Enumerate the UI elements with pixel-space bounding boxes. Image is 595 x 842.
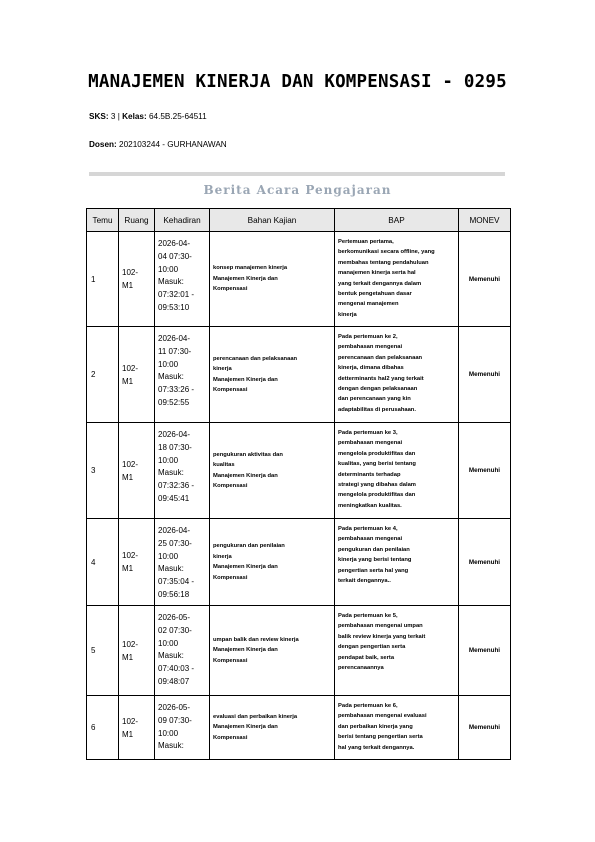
ruang-cell bbox=[119, 232, 155, 327]
bap-line: pembahasan mengenai bbox=[338, 344, 403, 351]
kehadiran-line: Masuk: bbox=[158, 651, 184, 661]
bahan-kajian-line: perencanaan dan pelaksanaan bbox=[213, 355, 298, 362]
kehadiran-cell bbox=[155, 519, 210, 606]
bap-line: manajemen kinerja serta hal bbox=[338, 270, 416, 277]
kehadiran-cell bbox=[155, 696, 210, 760]
bap-line: yang terkait dengannya dalam bbox=[338, 280, 422, 287]
bap-line: determinants terhadap bbox=[338, 471, 401, 478]
bahan-kajian-line: Manajemen Kinerja dan bbox=[213, 647, 278, 654]
bap-line: pengertian serta hal yang bbox=[338, 567, 409, 574]
monev-cell: Memenuhi bbox=[459, 232, 511, 327]
bap-line: hal yang terkait dengannya. bbox=[338, 744, 415, 751]
kehadiran-line: 10:00 bbox=[158, 551, 179, 561]
bap-cell bbox=[335, 606, 459, 696]
monev-cell: Memenuhi bbox=[459, 696, 511, 760]
temu-cell: 6 bbox=[87, 696, 119, 760]
kehadiran-line: Masuk: bbox=[158, 741, 184, 751]
kehadiran-line: 10:00 bbox=[158, 638, 179, 648]
bahan-kajian-line: Kompensasi bbox=[213, 574, 248, 581]
bahan-kajian-line: Kompensasi bbox=[213, 483, 248, 489]
kehadiran-line: Masuk: bbox=[158, 564, 184, 574]
ruang-line: M1 bbox=[122, 376, 134, 386]
monev-cell: Memenuhi bbox=[459, 423, 511, 519]
header-kehadiran: Kehadiran bbox=[155, 209, 210, 232]
divider bbox=[89, 172, 505, 176]
bap-line: dengan dengan pelaksanaan bbox=[338, 386, 418, 393]
dosen-label: Dosen: bbox=[89, 140, 117, 149]
temu-cell: 1 bbox=[87, 232, 119, 327]
bap-cell bbox=[335, 519, 459, 606]
bap-line: pendapat baik, serta bbox=[338, 654, 395, 661]
ruang-cell bbox=[119, 696, 155, 760]
ruang-line: M1 bbox=[122, 472, 134, 482]
header-bap: BAP bbox=[335, 209, 459, 232]
ruang-line: M1 bbox=[122, 729, 134, 739]
bahan-kajian-line: evaluasi dan perbaikan kinerja bbox=[213, 713, 298, 720]
kehadiran-line: 11 07:30- bbox=[158, 346, 192, 356]
bap-line: meningkatkan kualitas. bbox=[338, 502, 402, 509]
bahan-kajian-line: Kompensasi bbox=[213, 657, 248, 664]
bap-line: Pada pertemuan ke 4, bbox=[338, 526, 398, 532]
sks-value: 3 bbox=[110, 112, 116, 121]
bahan-kajian-cell bbox=[210, 519, 335, 606]
bap-line: pembahasan mengenai bbox=[338, 440, 403, 447]
kehadiran-line: Masuk: bbox=[158, 468, 184, 478]
bahan-kajian-cell bbox=[210, 327, 335, 423]
bap-line: dengan pengertian serta bbox=[338, 644, 406, 651]
bap-line: mengelola produktifitas dan bbox=[338, 450, 416, 457]
kehadiran-cell bbox=[155, 232, 210, 327]
ruang-cell bbox=[119, 423, 155, 519]
kehadiran-cell bbox=[155, 606, 210, 696]
bap-cell bbox=[335, 327, 459, 423]
bap-line: Pada pertemuan ke 5, bbox=[338, 613, 398, 619]
bap-line: Pada pertemuan ke 3, bbox=[338, 430, 398, 436]
table-row bbox=[87, 423, 511, 519]
bap-line: pembahasan mengenai evaluasi bbox=[338, 713, 427, 720]
teaching-record-table bbox=[86, 208, 511, 760]
bahan-kajian-line: Kompensasi bbox=[213, 286, 248, 293]
bap-line: dan perbaikan kinerja yang bbox=[338, 723, 413, 730]
kehadiran-line: 02 07:30- bbox=[158, 625, 192, 635]
ruang-line: M1 bbox=[122, 281, 134, 290]
bap-line: perencanaan dan pelaksanaan bbox=[338, 354, 423, 361]
monev-cell: Memenuhi bbox=[459, 327, 511, 423]
bahan-kajian-line: konsep manajemen kinerja bbox=[213, 265, 288, 272]
bap-line: bentuk pengetahuan dasar bbox=[338, 291, 412, 298]
bahan-kajian-line: kualitas bbox=[213, 462, 235, 468]
kehadiran-line: 2026-04- bbox=[158, 430, 191, 439]
bap-line: detterminants hal2 yang terkait bbox=[338, 375, 424, 382]
table-row bbox=[87, 327, 511, 423]
dosen-value: 202103244 - GURHANAWAN bbox=[119, 140, 227, 149]
bap-line: balik review kinerja yang terkait bbox=[338, 633, 426, 640]
bap-line: Pada pertemuan ke 6, bbox=[338, 703, 398, 709]
bap-line: perencanaannya bbox=[338, 665, 384, 672]
header-monev: MONEV bbox=[459, 209, 511, 232]
bahan-kajian-line: umpan balik dan review kinerja bbox=[213, 636, 299, 643]
kehadiran-line: 07:35:04 - bbox=[158, 577, 195, 587]
kehadiran-line: 10:00 bbox=[158, 455, 179, 465]
bahan-kajian-line: Kompensasi bbox=[213, 734, 248, 741]
bahan-kajian-line: Manajemen Kinerja dan bbox=[213, 472, 278, 479]
ruang-line: 102- bbox=[122, 268, 139, 277]
ruang-line: 102- bbox=[122, 363, 139, 373]
course-title: MANAJEMEN KINERJA DAN KOMPENSASI - 0295 bbox=[88, 72, 507, 92]
ruang-line: M1 bbox=[122, 652, 134, 662]
table-row bbox=[87, 606, 511, 696]
kehadiran-line: 2026-04- bbox=[158, 526, 191, 535]
kehadiran-line: 10:00 bbox=[158, 728, 179, 738]
bap-line: strategi yang dibahas dalam bbox=[338, 482, 416, 489]
kehadiran-line: 2026-04- bbox=[158, 334, 191, 343]
ruang-line: 102- bbox=[122, 551, 139, 560]
table-row bbox=[87, 519, 511, 606]
bap-line: pembahasan mengenai umpan bbox=[338, 623, 423, 630]
ruang-line: M1 bbox=[122, 564, 134, 573]
kehadiran-line: 04 07:30- bbox=[158, 251, 192, 261]
kehadiran-line: 09:53:10 bbox=[158, 302, 190, 312]
ruang-cell bbox=[119, 519, 155, 606]
kehadiran-line: 25 07:30- bbox=[158, 538, 192, 548]
monev-cell: Memenuhi bbox=[459, 519, 511, 606]
meta-separator: | bbox=[117, 112, 120, 121]
table-header-row bbox=[87, 209, 511, 232]
temu-cell: 3 bbox=[87, 423, 119, 519]
bap-line: terkait dengannya.. bbox=[338, 578, 391, 585]
bahan-kajian-line: kinerja bbox=[213, 553, 232, 560]
ruang-line: 102- bbox=[122, 716, 139, 726]
temu-cell: 2 bbox=[87, 327, 119, 423]
kehadiran-line: 09 07:30- bbox=[158, 715, 192, 725]
ruang-cell bbox=[119, 327, 155, 423]
bap-line: mengelola produktifitas dan bbox=[338, 492, 416, 499]
kehadiran-line: 10:00 bbox=[158, 359, 179, 369]
ruang-line: 102- bbox=[122, 459, 139, 469]
bahan-kajian-cell bbox=[210, 696, 335, 760]
header-bahan-kajian: Bahan Kajian bbox=[210, 209, 335, 232]
kehadiran-line: Masuk: bbox=[158, 372, 184, 382]
bap-cell bbox=[335, 696, 459, 760]
bahan-kajian-line: Manajemen Kinerja dan bbox=[213, 724, 278, 731]
bahan-kajian-line: pengukuran dan penilaian bbox=[213, 543, 285, 549]
kelas-value: 64.5B.25-64511 bbox=[148, 112, 207, 121]
bahan-kajian-cell bbox=[210, 606, 335, 696]
temu-cell: 4 bbox=[87, 519, 119, 606]
bahan-kajian-cell bbox=[210, 232, 335, 327]
ruang-cell bbox=[119, 606, 155, 696]
bap-line: Pada pertemuan ke 2, bbox=[338, 334, 398, 340]
bap-line: kinerja bbox=[338, 311, 357, 318]
bap-line: Pertemuan pertama, bbox=[338, 239, 394, 245]
kehadiran-line: 07:32:36 - bbox=[158, 481, 195, 491]
ruang-line: 102- bbox=[122, 639, 139, 649]
kelas-label: Kelas: bbox=[122, 112, 147, 121]
bahan-kajian-line: Manajemen Kinerja dan bbox=[213, 376, 278, 383]
monev-cell: Memenuhi bbox=[459, 606, 511, 696]
bahan-kajian-line: Manajemen Kinerja dan bbox=[213, 275, 278, 282]
kehadiran-line: Masuk: bbox=[158, 277, 184, 287]
bap-cell bbox=[335, 232, 459, 327]
bahan-kajian-cell bbox=[210, 423, 335, 519]
header-ruang: Ruang bbox=[119, 209, 155, 232]
bap-line: berkomunikasi secara offline, yang bbox=[338, 249, 435, 256]
kehadiran-line: 09:48:07 bbox=[158, 676, 190, 686]
bap-line: kinerja, dimana dibahas bbox=[338, 365, 404, 372]
kehadiran-line: 07:33:26 - bbox=[158, 385, 195, 395]
kehadiran-line: 09:56:18 bbox=[158, 589, 190, 599]
table-row bbox=[87, 696, 511, 760]
bap-line: mengenai manajemen bbox=[338, 301, 399, 308]
bahan-kajian-line: kinerja bbox=[213, 366, 232, 372]
bap-line: kinerja yang berisi tentang bbox=[338, 557, 412, 564]
temu-cell: 5 bbox=[87, 606, 119, 696]
kehadiran-line: 09:52:55 bbox=[158, 397, 190, 407]
bap-line: dan perencanaan yang kin bbox=[338, 396, 411, 403]
kehadiran-line: 2026-05- bbox=[158, 703, 191, 712]
kehadiran-line: 2026-05- bbox=[158, 613, 191, 622]
kehadiran-line: 07:40:03 - bbox=[158, 664, 195, 674]
bahan-kajian-line: Manajemen Kinerja dan bbox=[213, 564, 278, 570]
lecturer-info bbox=[89, 140, 227, 149]
bahan-kajian-line: pengukuran aktivitas dan bbox=[213, 451, 283, 458]
bap-cell bbox=[335, 423, 459, 519]
sks-label: SKS: bbox=[89, 112, 109, 121]
table-row bbox=[87, 232, 511, 327]
kehadiran-line: 07:32:01 - bbox=[158, 290, 195, 300]
bap-line: pembahasan mengenai bbox=[338, 536, 403, 543]
header-temu: Temu bbox=[87, 209, 119, 232]
bap-line: adaptabilitas di perusahaan. bbox=[338, 406, 416, 413]
kehadiran-cell bbox=[155, 327, 210, 423]
kehadiran-line: 09:45:41 bbox=[158, 493, 190, 503]
kehadiran-cell bbox=[155, 423, 210, 519]
bahan-kajian-line: Kompensasi bbox=[213, 387, 248, 393]
kehadiran-line: 2026-04- bbox=[158, 239, 191, 248]
bap-line: membahas tentang pendahuluan bbox=[338, 259, 429, 266]
bap-line: berisi tentang pengertian serta bbox=[338, 734, 423, 741]
kehadiran-line: 10:00 bbox=[158, 264, 179, 274]
course-meta bbox=[89, 112, 207, 121]
section-title: Berita Acara Pengajaran bbox=[203, 183, 392, 197]
bap-line: pengukuran dan penilaian bbox=[338, 546, 410, 553]
bap-line: kualitas, yang berisi tentang bbox=[338, 461, 416, 468]
kehadiran-line: 18 07:30- bbox=[158, 442, 192, 452]
